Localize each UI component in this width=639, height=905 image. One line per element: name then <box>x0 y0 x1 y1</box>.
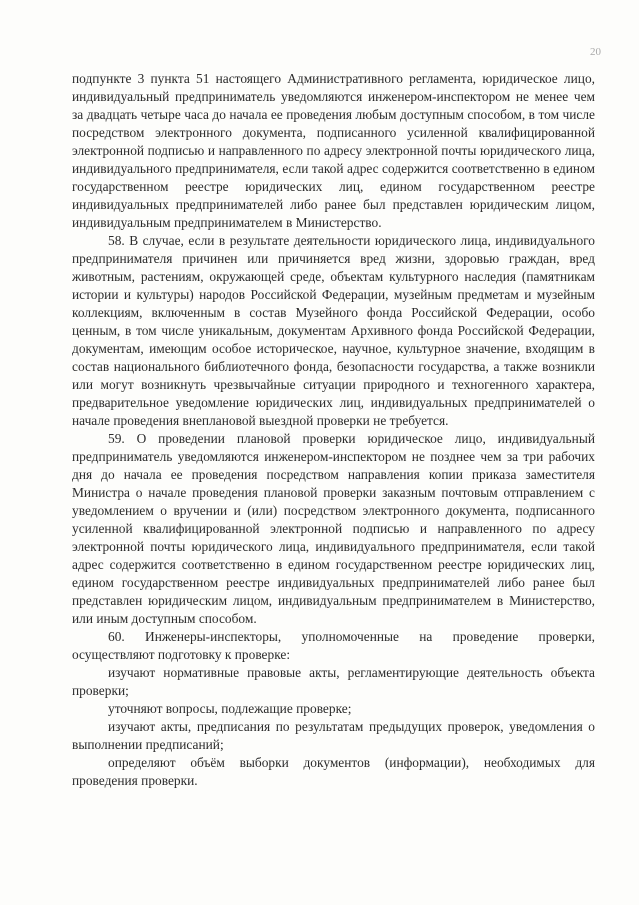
list-item-clarify-questions: уточняют вопросы, подлежащие проверке; <box>108 701 352 716</box>
paragraph-59: 59. О проведении плановой проверки юридическое лицо, индивидуальный предприниматель уведомляются инженером-инспектором не позднее чем за три рабочих дня до начала ее проведения посредством направления копии приказа заместителя Министра о начале проведения плановой проверки заказным почтовым отправлением с уведомлением о вручении и (или) посредством электронного документа, подписанного усиленной квалифицированной электронной подписью и направленного по адресу электронной почты юридического лица, индивидуального предпринимателя, если такой адрес содержится соответственно в едином государственном реестре юридических лиц, едином государственном реестре индивидуальных предпринимателей либо ранее был представлен юридическим лицом, индивидуальным предпринимателем в Министерство, или иным доступным способом. <box>72 431 595 626</box>
paragraph-58: 58. В случае, если в результате деятельности юридического лица, индивидуального предпринимателя причинен или причиняется вред жизни, здоровью граждан, вред животным, растениям, окружающей среде, объектам культурного наследия (памятникам истории и культуры) народов Российской Федерации, музейным предметам и музейным коллекциям, включенным в состав Музейного фонда Российской Федерации, особо ценным, в том числе уникальным, документам Архивного фонда Российской Федерации, документам, имеющим особое историческое, научное, культурное значение, входящим в состав национального библиотечного фонда, безопасности государства, а также возникли или могут возникнуть чрезвычайные ситуации природного и техногенного характера, предварительное уведомление юридических лиц, индивидуальных предпринимателей о начале проведения внеплановой выездной проверки не требуется. <box>72 233 595 428</box>
list-item-determine-sample: определяют объём выборки документов (информации), необходимых для проведения проверки. <box>72 755 595 788</box>
paragraph-60: 60. Инженеры-инспекторы, уполномоченные на проведение проверки, осуществляют подготовку к проверке: <box>72 629 595 662</box>
list-item-study-prescriptions: изучают акты, предписания по результатам предыдущих проверок, уведомления о выполнении предписаний; <box>72 719 595 752</box>
paragraph-continuation: подпункте 3 пункта 51 настоящего Административного регламента, юридическое лицо, индивидуальный предприниматель уведомляются инженером-инспектором не менее чем за двадцать четыре часа до начала ее проведения любым доступным способом, в том числе посредством электронного документа, подписанного усиленной квалифицированной электронной подписью и направленного по адресу электронной почты юридического лица, индивидуального предпринимателя, если такой адрес содержится соответственно в едином государственном реестре юридических лиц, едином государственном реестре индивидуальных предпринимателей либо ранее был представлен юридическим лицом, индивидуальным предпринимателем в Министерство. <box>72 71 595 230</box>
page-number: 20 <box>590 46 601 58</box>
list-item-study-acts: изучают нормативные правовые акты, регламентирующие деятельность объекта проверки; <box>72 665 595 698</box>
document-body <box>72 70 595 790</box>
